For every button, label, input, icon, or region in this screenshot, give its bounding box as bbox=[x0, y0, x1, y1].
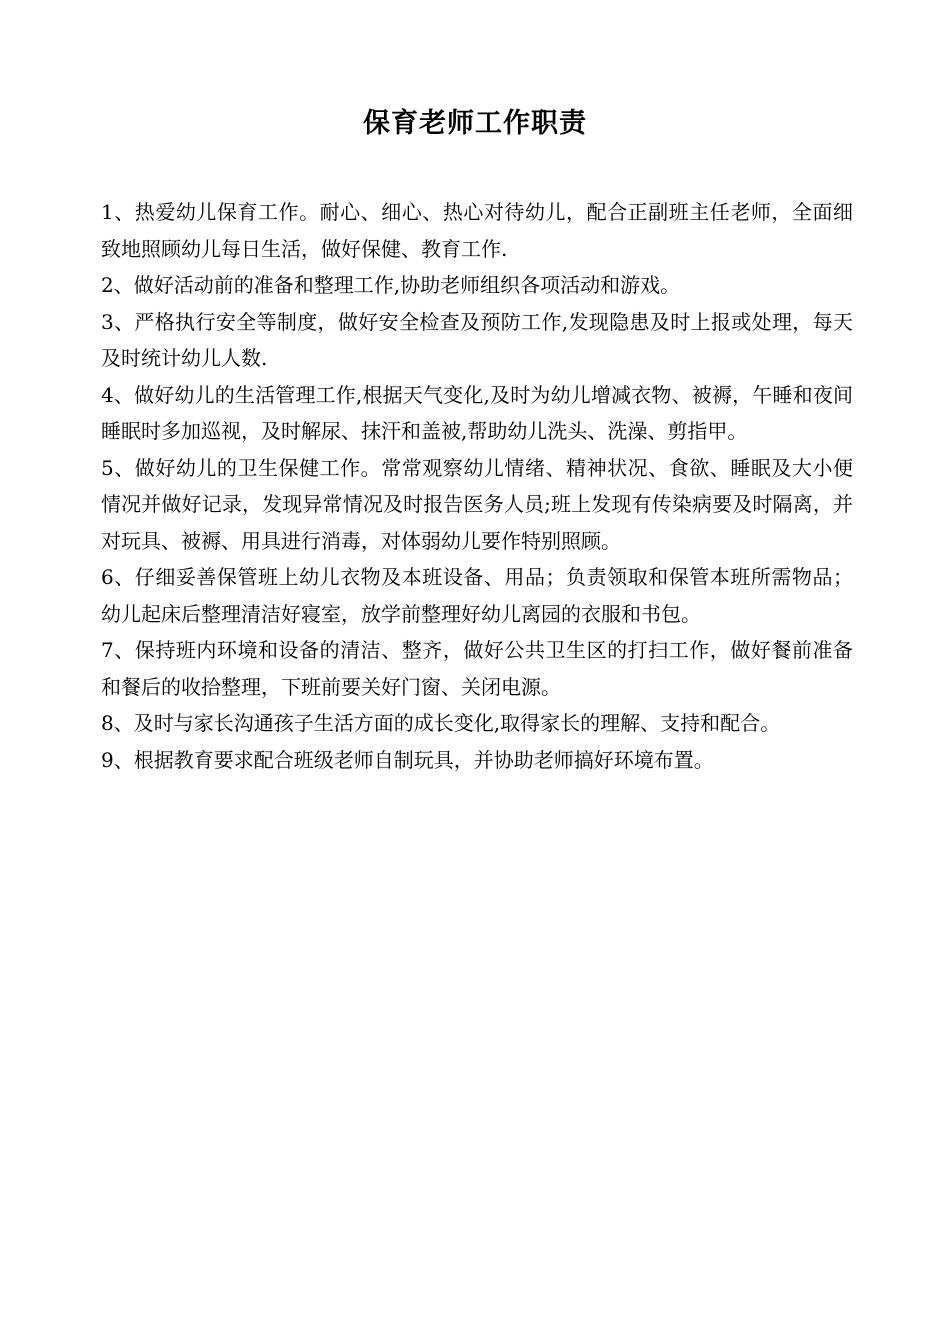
duty-item-5: 5、做好幼儿的卫生保健工作。常常观察幼儿情绪、精神状况、食欲、睡眠及大小便情况并做好记录，发现异常情况及时报告医务人员;班上发现有传染病要及时隔离，并对玩具、被褥、用具进行消毒，对体弱幼儿要作特别照顾。 bbox=[101, 455, 853, 553]
duty-item-7: 7、保持班内环境和设备的清洁、整齐，做好公共卫生区的打扫工作，做好餐前准备和餐后的收拾整理，下班前要关好门窗、关闭电源。 bbox=[101, 638, 853, 699]
duty-item-2: 2、做好活动前的准备和整理工作,协助老师组织各项活动和游戏。 bbox=[101, 273, 681, 297]
duty-item-3: 3、严格执行安全等制度，做好安全检查及预防工作,发现隐患及时上报或处理，每天及时统计幼儿人数. bbox=[101, 309, 853, 370]
duty-item-9: 9、根据教育要求配合班级老师自制玩具，并协助老师搞好环境布置。 bbox=[101, 747, 714, 772]
duty-item-1: 1、热爱幼儿保育工作。耐心、细心、热心对待幼儿，配合正副班主任老师，全面细致地照顾幼儿每日生活，做好保健、教育工作. bbox=[101, 200, 853, 261]
duty-list bbox=[101, 194, 853, 778]
duty-item-6: 6、仔细妥善保管班上幼儿衣物及本班设备、用品；负责领取和保管本班所需物品；幼儿起床后整理清洁好寝室，放学前整理好幼儿离园的衣服和书包。 bbox=[101, 565, 853, 626]
duty-item-4: 4、做好幼儿的生活管理工作,根据天气变化,及时为幼儿增减衣物、被褥，午睡和夜间睡眠时多加巡视，及时解尿、抹汗和盖被,帮助幼儿洗头、洗澡、剪指甲。 bbox=[101, 382, 853, 443]
duty-item-8: 8、及时与家长沟通孩子生活方面的成长变化,取得家长的理解、支持和配合。 bbox=[101, 711, 781, 735]
document-title: 保育老师工作职责 bbox=[363, 108, 587, 139]
